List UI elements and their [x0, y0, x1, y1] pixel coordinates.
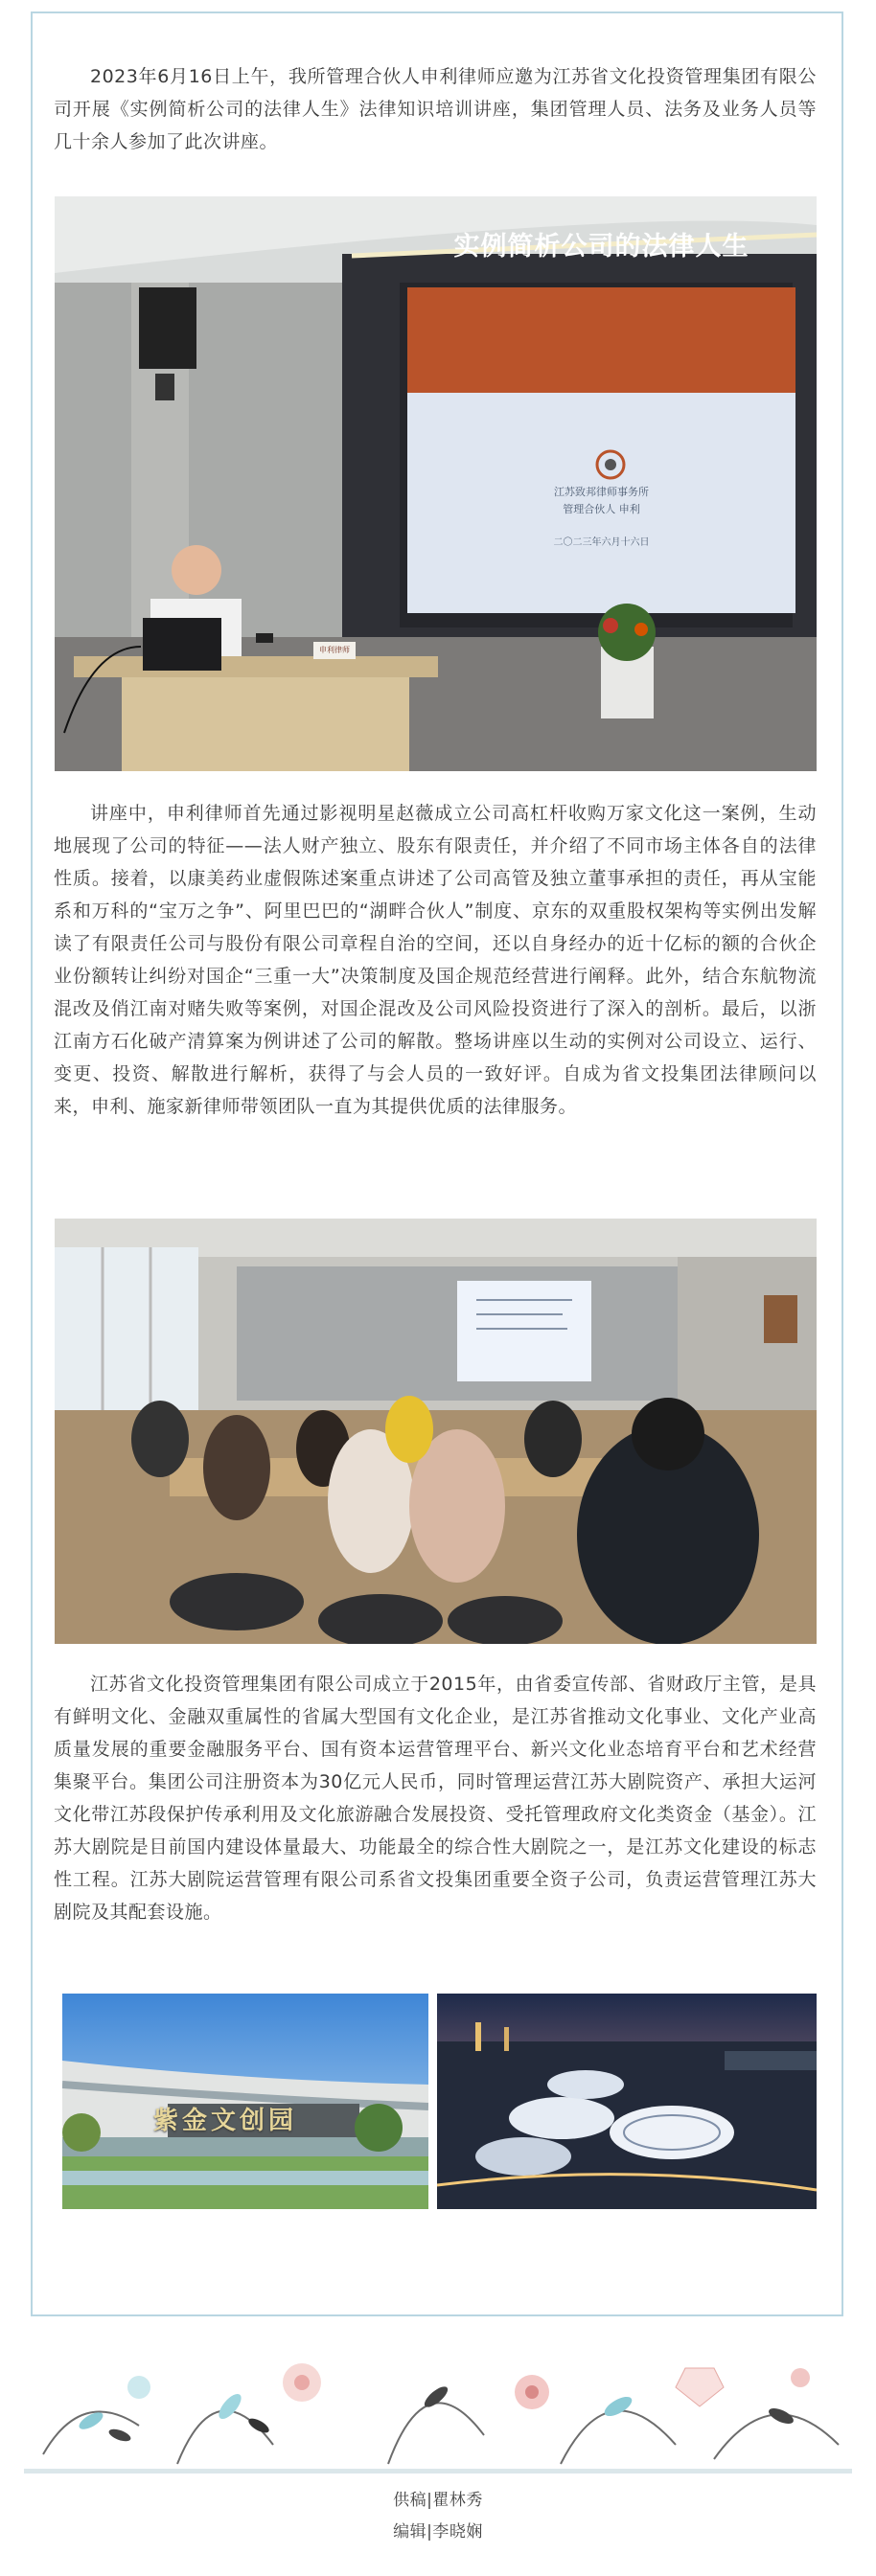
audience-photo: [55, 1219, 817, 1644]
editor-credit: 编辑|李晓娴: [393, 2522, 483, 2542]
floral-banner: [24, 2330, 852, 2473]
lecture-speaker-photo: [55, 196, 817, 771]
slide-title: 实例简析公司的法律人生: [453, 232, 749, 262]
grand-theatre-photo: [437, 1994, 817, 2209]
intro-paragraph: 2023年6月16日上午，我所管理合伙人申利律师应邀为江苏省文化投资管理集团有限公司开展《实例简析公司的法律人生》法律知识培训讲座，集团管理人员、法务及业务人员等几十余人参加了此次讲座。: [54, 66, 817, 152]
company-paragraph: 江苏省文化投资管理集团有限公司成立于2015年，由省委宣传部、省财政厅主管，是具有鲜明文化、金融双重属性的省属大型国有文化企业，是江苏省推动文化事业、文化产业高质量发展的重要金融服务平台、国有资本运营管理平台、新兴文化业态培育平台和艺术经营集聚平台。集团公司注册资本为30亿元人民币，同时管理运营江苏大剧院资产、承担大运河文化带江苏段保护传承利用及文化旅游融合发展投资、受托管理政府文化类资金（基金）。江苏大剧院是目前国内建设体量最大、功能最全的综合性大剧院之一，是江苏文化建设的标志性工程。江苏大剧院运营管理有限公司系省文投集团重要全资子公司，负责运营管理江苏大剧院及其配套设施。: [54, 1674, 817, 1923]
creative-park-photo: [62, 1994, 428, 2209]
slide-organization: 江苏致邦律师事务所: [554, 486, 649, 498]
lecture-paragraph: 讲座中，申利律师首先通过影视明星赵薇成立公司高杠杆收购万家文化这一案例，生动地展现了公司的特征——法人财产独立、股东有限责任，并介绍了不同市场主体各自的法律性质。接着，以康美药业虚假陈述案重点讲述了公司高管及独立董事承担的责任，再从宝能系和万科的“宝万之争”、阿里巴巴的“湖畔合伙人”制度、京东的双重股权架构等实例出发解读了有限责任公司与股份有限公司章程自治的空间，还以自身经办的近十亿标的额的合伙企业份额转让纠纷对国企“三重一大”决策制度及国企规范经营进行阐释。此外，结合东航物流混改及俏江南对赌失败等案例，对国企混改及公司风险投资进行了深入的剖析。最后，以浙江南方石化破产清算案为例讲述了公司的解散。整场讲座以生动的实例对公司设立、运行、变更、投资、解散进行解析，获得了与会人员的一致好评。自成为省文投集团法律顾问以来，申利、施家新律师带领团队一直为其提供优质的法律服务。: [54, 803, 817, 1117]
slide-date: 二〇二三年六月十六日: [553, 537, 650, 548]
contributor-credit: 供稿|瞿林秀: [393, 2491, 483, 2510]
slide-presenter: 管理合伙人 申利: [563, 503, 640, 515]
creative-park-sign: 紫金文创园: [153, 2107, 298, 2135]
speaker-nameplate: 申利律师: [313, 642, 356, 659]
floral-banner-leaves: [43, 2383, 839, 2464]
floral-banner-baseline: [24, 2469, 852, 2473]
